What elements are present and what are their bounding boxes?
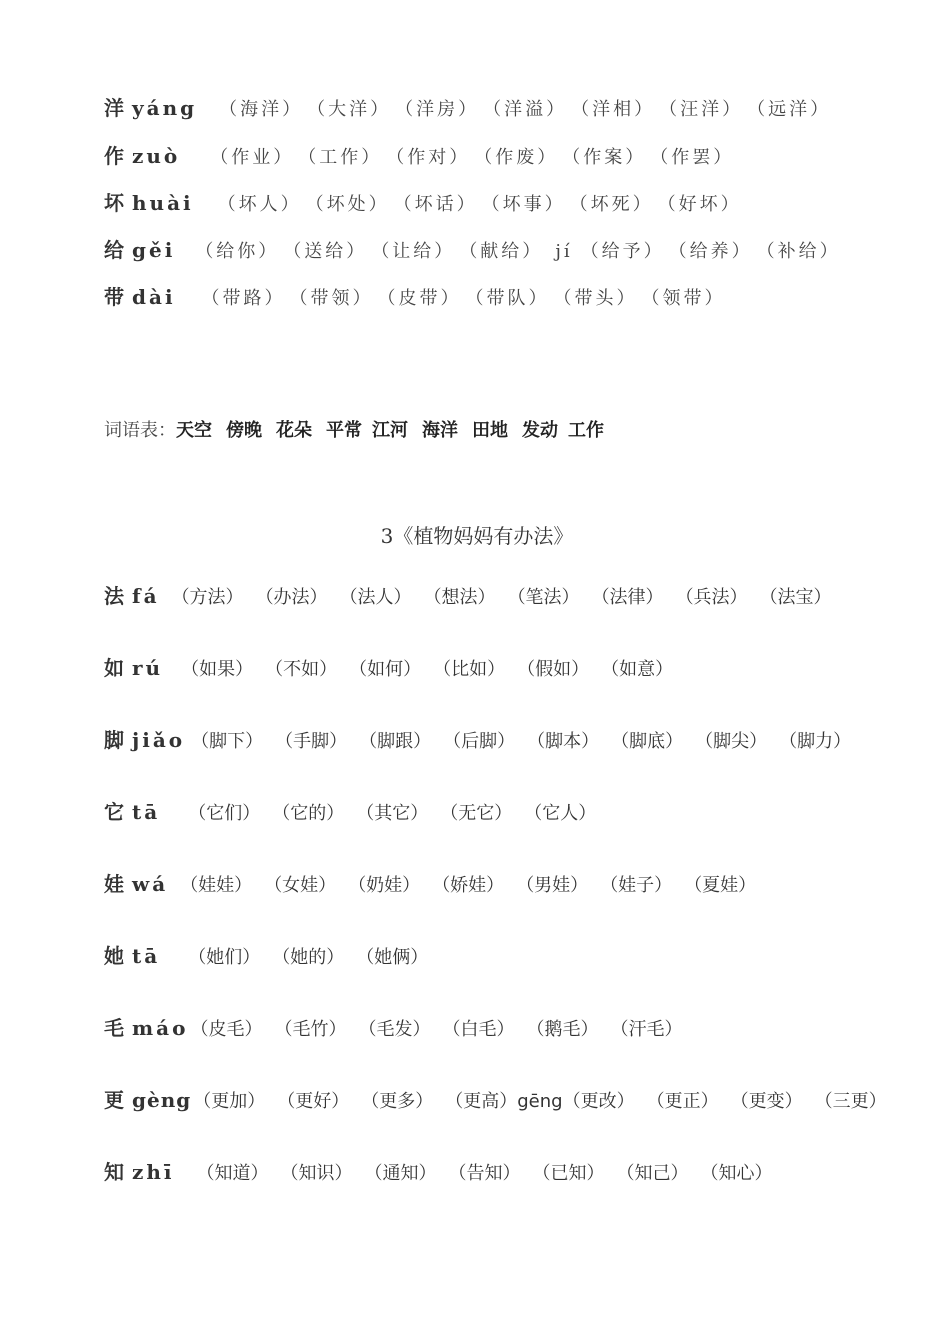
lesson-title: 3《植物妈妈有办法》 [380,524,574,548]
word-item: （作业） [210,147,295,168]
word-item: （脚跟） [359,731,432,752]
word-item: （它人） [524,803,597,824]
entry-character: 如 [104,656,126,680]
word-item: （夏娃） [684,875,757,896]
word-item: （更高） [445,1091,518,1112]
word-item: （作罢） [650,147,735,168]
word-item: （假如） [517,659,590,680]
entry-pinyin: gèng [132,1088,192,1112]
word-item: （更多） [361,1091,434,1112]
word-item: （如何） [349,659,422,680]
word-list [219,95,835,121]
entry-row [104,580,844,609]
word-item: （洋相） [571,99,656,120]
vocabulary-list [104,416,618,442]
word-item: （笔法） [507,587,580,608]
vocabulary-label: 词语表： [104,420,176,441]
entry-row [104,940,440,969]
word-item: （带领） [289,288,374,309]
word-item: （毛竹） [274,1019,347,1040]
word-item: （带路） [201,288,286,309]
word-item: （更加） [193,1091,266,1112]
word-item: （知心） [700,1163,773,1184]
alternate-pinyin: gēng [517,1091,563,1112]
word-item: （它的） [272,803,345,824]
word-item: （工作） [298,147,383,168]
word-item: （补给） [756,241,841,262]
entry-character: 脚 [104,728,126,752]
word-item: （作案） [562,147,647,168]
word-item: （如意） [601,659,674,680]
word-item: （脚本） [527,731,600,752]
entry-character: 娃 [104,872,126,896]
word-item: （脚底） [611,731,684,752]
word-item: （手脚） [275,731,348,752]
entry-character: 带 [104,285,126,309]
word-item: （脚下） [191,731,264,752]
entry-pinyin: dài [132,285,176,309]
entry-row [104,1012,694,1041]
word-item: （她俩） [356,947,429,968]
entry-pinyin: zhī [132,1160,175,1184]
entry-pinyin: huài [132,191,194,215]
word-list [190,1015,694,1041]
entry-character: 法 [104,584,126,608]
word-item: （法人） [339,587,412,608]
word-item: （皮带） [377,288,462,309]
entry-pinyin: gěi [132,238,176,262]
entry-character: 坏 [104,191,126,215]
word-item: （比如） [433,659,506,680]
word-item: （坏话） [393,194,478,215]
word-list [563,1087,899,1113]
entry-row [104,868,768,897]
alternate-pinyin: jí [555,241,573,262]
word-item: （坏处） [305,194,390,215]
word-list [581,237,845,263]
word-item: （通知） [364,1163,437,1184]
word-item: （洋溢） [483,99,568,120]
word-item: （坏人） [217,194,302,215]
word-item: （后脚） [443,731,516,752]
word-item: （鹅毛） [526,1019,599,1040]
word-item: （脚力） [779,731,852,752]
word-list [188,943,440,969]
word-item: （知己） [616,1163,689,1184]
entry-character: 知 [104,1160,126,1184]
entry-row [104,140,738,169]
word-item: （白毛） [442,1019,515,1040]
word-item: （领带） [641,288,726,309]
word-item: （更改） [562,1091,635,1112]
word-item: （皮毛） [190,1019,263,1040]
word-item: （办法） [255,587,328,608]
word-item: （大洋） [307,99,392,120]
entry-pinyin: tā [132,800,161,824]
entry-pinyin: máo [132,1016,189,1040]
entry-character: 更 [104,1088,126,1112]
word-list [181,655,685,681]
word-item: （汗毛） [610,1019,683,1040]
word-item: （三更） [814,1091,887,1112]
entry-pinyin: wá [132,872,169,896]
word-item: （她们） [188,947,261,968]
word-item: （奶娃） [348,875,421,896]
word-item: （法律） [591,587,664,608]
word-item: （法宝） [759,587,832,608]
entry-character: 她 [104,944,126,968]
word-item: （给养） [668,241,753,262]
vocabulary-word: 花朵 [276,420,312,441]
word-list [195,237,547,263]
word-item: （送给） [283,241,368,262]
entry-character: 毛 [104,1016,126,1040]
vocabulary-word: 平常 [326,420,362,441]
word-item: （作废） [474,147,559,168]
entry-pinyin: zuò [132,144,181,168]
word-item: （带队） [465,288,550,309]
word-item: （想法） [423,587,496,608]
entry-row [104,1084,899,1113]
word-item: （给你） [195,241,280,262]
word-item: （让给） [371,241,456,262]
word-item: （告知） [448,1163,521,1184]
word-item: （脚尖） [695,731,768,752]
word-item: （献给） [459,241,544,262]
word-item: （坏事） [481,194,566,215]
vocabulary-word: 天空 [176,420,212,441]
word-item: （更变） [730,1091,803,1112]
word-item: （更好） [277,1091,350,1112]
word-item: （娃子） [600,875,673,896]
entry-row [104,234,845,263]
word-list [210,143,738,169]
word-list [218,190,746,216]
word-item: （它们） [188,803,261,824]
word-item: （好坏） [657,194,742,215]
entry-pinyin: tā [132,944,161,968]
word-item: （带头） [553,288,638,309]
word-list [180,871,768,897]
word-item: （不如） [265,659,338,680]
word-item: （汪洋） [659,99,744,120]
vocabulary-word: 江河 [372,420,408,441]
word-list [191,727,863,753]
word-item: （女娃） [264,875,337,896]
word-item: （海洋） [219,99,304,120]
word-item: （毛发） [358,1019,431,1040]
entry-row [104,92,835,121]
word-item: （娇娃） [432,875,505,896]
entry-character: 作 [104,144,126,168]
word-item: （远洋） [747,99,832,120]
word-item: （兵法） [675,587,748,608]
word-item: （方法） [171,587,244,608]
word-item: （给予） [580,241,665,262]
entry-row [104,652,685,681]
entry-character: 洋 [104,96,126,120]
word-item: （男娃） [516,875,589,896]
entry-row [104,1156,785,1185]
vocabulary-word: 工作 [568,420,604,441]
vocabulary-word: 海洋 [422,420,458,441]
entry-character: 它 [104,800,126,824]
word-list [202,284,730,310]
word-item: （她的） [272,947,345,968]
entry-pinyin: rú [132,656,164,680]
word-item: （坏死） [569,194,654,215]
word-item: （无它） [440,803,513,824]
word-item: （娃娃） [180,875,253,896]
entry-row [104,724,863,753]
entry-row [104,796,608,825]
word-item: （如果） [181,659,254,680]
word-item: （知识） [280,1163,353,1184]
word-item: （其它） [356,803,429,824]
entry-pinyin: jiǎo [132,728,186,752]
word-list [188,799,608,825]
vocabulary-word: 发动 [522,420,558,441]
entry-pinyin: fá [132,584,160,608]
vocabulary-word: 傍晚 [226,420,262,441]
word-list [172,583,844,609]
entry-row [104,281,730,310]
word-list [193,1087,517,1113]
word-item: （知道） [196,1163,269,1184]
word-item: （已知） [532,1163,605,1184]
word-list [197,1159,785,1185]
entry-pinyin: yáng [132,96,198,120]
word-item: （洋房） [395,99,480,120]
vocabulary-word: 田地 [472,420,508,441]
word-item: （更正） [646,1091,719,1112]
entry-character: 给 [104,238,126,262]
entry-row [104,187,746,216]
word-item: （作对） [386,147,471,168]
